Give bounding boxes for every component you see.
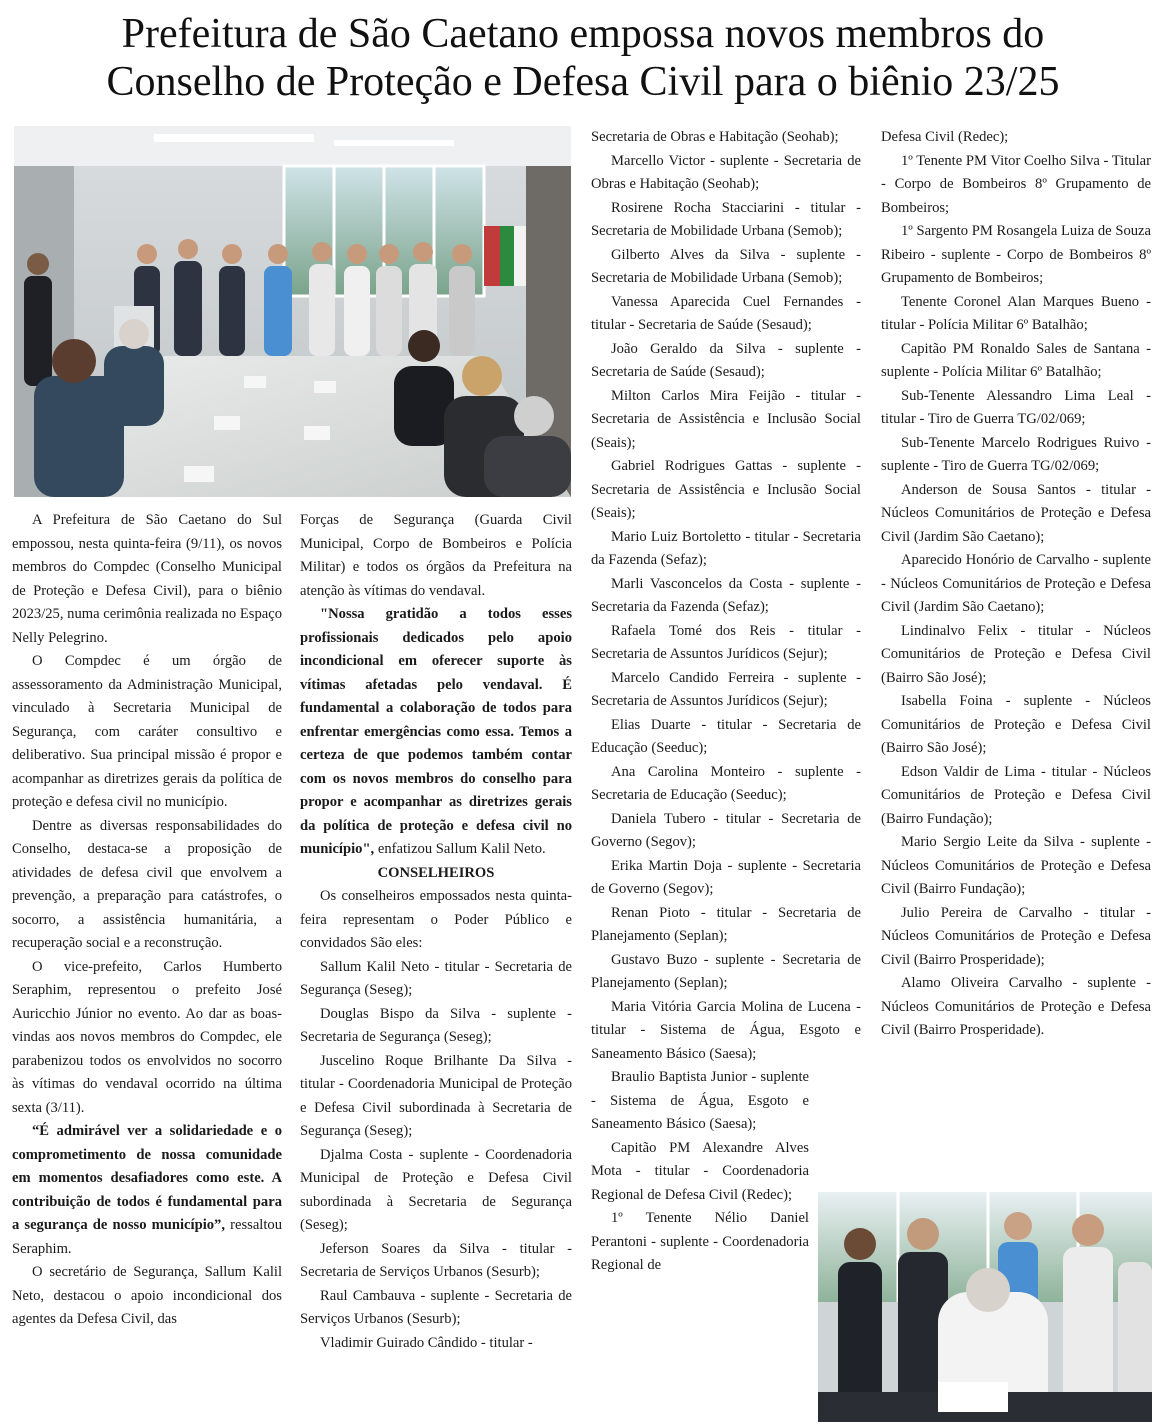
headline-line-1: Prefeitura de São Caetano empossa novos membros do [121,11,1045,57]
member-entry: Sallum Kalil Neto - titular - Secretaria de Segurança (Seseg); [300,958,572,998]
member-entry: Braulio Baptista Junior - suplente - Sistema de Água, Esgoto e Saneamento Básico (Saesa); [591,1069,809,1132]
member-entry: 1º Tenente PM Vitor Coelho Silva - Titular - Corpo de Bombeiros 8º Grupamento de Bombeiros; [881,152,1151,216]
signing-photo [818,1192,1152,1422]
member-entry: Douglas Bispo da Silva - suplente - Secretaria de Segurança (Seseg); [300,1005,572,1045]
seraphim-quote-attribution: ressaltou Seraphim. [12,1217,282,1257]
member-entry: Daniela Tubero - titular - Secretaria de Governo (Segov); [591,810,861,850]
member-entry: Maria Vitória Garcia Molina de Lucena - titular - Sistema de Água, Esgoto e Saneamento Básico (Saesa); [591,998,861,1062]
member-entry: Julio Pereira de Carvalho - titular - Núcleos Comunitários de Proteção e Defesa Civil (Bairro Prosperidade); [881,904,1151,968]
member-entry: Djalma Costa - suplente - Coordenadoria Municipal de Proteção e Defesa Civil subordinada à Secretaria de Segurança (Seseg); [300,1146,572,1233]
member-entry: Jeferson Soares da Silva - titular - Secretaria de Serviços Urbanos (Sesurb); [300,1240,572,1280]
compdec-paragraph: O Compdec é um órgão de assessoramento da Administração Municipal, vinculado à Secretaria Municipal de Segurança, com caráter consultivo e deliberativo. Sua principal missão é propor e acompanhar as diretrizes gerais da política de proteção e defesa civil no município. [12,653,282,810]
member-entry: Sub-Tenente Alessandro Lima Leal - titular - Tiro de Guerra TG/02/069; [881,387,1151,427]
member-entry: Alamo Oliveira Carvalho - suplente - Núcleos Comunitários de Proteção e Defesa Civil (Bairro Prosperidade). [881,975,1151,1038]
member-entry: Capitão PM Alexandre Alves Mota - titular - Coordenadoria Regional de Defesa Civil (Redec); [591,1139,809,1203]
seraphim-quote-text: “É admirável ver a solidariedade e o comprometimento de nossa comunidade em momentos desafiadores como este. A contribuição de todos é fundamental para a segurança de nosso município”, [12,1123,282,1233]
member-entry: Erika Martin Doja - suplente - Secretaria de Governo (Segov); [591,857,861,897]
member-entry-continued: Secretaria de Obras e Habitação (Seohab); [591,129,839,145]
member-entry: Rafaela Tomé dos Reis - titular - Secretaria de Assuntos Jurídicos (Sejur); [591,622,861,662]
sallum-quote [300,603,572,862]
member-entry: Marli Vasconcelos da Costa - suplente - Secretaria da Fazenda (Sefaz); [591,575,861,615]
ceremony-photo [14,126,571,497]
member-entry: Elias Duarte - titular - Secretaria de Educação (Seeduc); [591,716,861,756]
headline [10,10,1156,106]
article-column-2 [300,509,572,1355]
member-entry-continued: Defesa Civil (Redec); [881,129,1009,145]
article-column-4 [881,126,1151,1043]
intro-paragraph: A Prefeitura de São Caetano do Sul empossou, nesta quinta-feira (9/11), os novos membros do Compdec (Conselho Municipal de Proteção e Defesa Civil), para o biênio 2023/25, numa cerimônia realizada no Espaço Nelly Pelegrino. [12,512,282,646]
member-entry: Vanessa Aparecida Cuel Fernandes - titular - Secretaria de Saúde (Sesaud); [591,293,861,333]
member-entry: Marcello Victor - suplente - Secretaria de Obras e Habitação (Seohab); [591,152,861,192]
member-entry: Gilberto Alves da Silva - suplente - Secretaria de Mobilidade Urbana (Semob); [591,246,861,286]
seraphim-quote [12,1120,282,1261]
security-secretary-paragraph: O secretário de Segurança, Sallum Kalil Neto, destacou o apoio incondicional dos agentes da Defesa Civil, das [12,1264,282,1327]
member-entry: Capitão PM Ronaldo Sales de Santana - suplente - Polícia Militar 6º Batalhão; [881,340,1151,380]
member-entry: Mario Sergio Leite da Silva - suplente - Núcleos Comunitários de Proteção e Defesa Civil (Bairro Fundação); [881,834,1151,897]
member-entry: Rosirene Rocha Stacciarini - titular - Secretaria de Mobilidade Urbana (Semob); [591,199,861,239]
member-entry: Tenente Coronel Alan Marques Bueno - titular - Polícia Militar 6º Batalhão; [881,293,1151,333]
headline-line-2: Conselho de Proteção e Defesa Civil para o biênio 23/25 [106,59,1060,105]
sallum-quote-text: "Nossa gratidão a todos esses profissionais dedicados pelo apoio incondicional em oferecer suporte às vítimas afetadas pelo vendaval. É fundamental a colaboração de todos para enfrentar emergências como essa. Temos a certeza de que podemos também contar com os novos membros do conselho para propor e acompanhar as diretrizes gerais da política de proteção e defesa civil no município", [300,606,572,857]
member-entry: Edson Valdir de Lima - titular - Núcleos Comunitários de Proteção e Defesa Civil (Bairro Fundação); [881,763,1151,827]
article-column-3 [591,126,861,1278]
member-entry: Mario Luiz Bortoletto - titular - Secretaria da Fazenda (Sefaz); [591,528,861,568]
member-entry: Anderson de Sousa Santos - titular - Núcleos Comunitários de Proteção e Defesa Civil (Jardim São Caetano); [881,481,1151,545]
member-entry: Renan Pioto - titular - Secretaria de Planejamento (Seplan); [591,904,861,944]
responsibilities-paragraph: Dentre as diversas responsabilidades do Conselho, destaca-se a proposição de atividades de defesa civil que envolvem a prevenção, a preparação para catástrofes, o socorro, a assistência humanitária, a recuperação social e a reconstrução. [12,817,282,951]
member-entry: Ana Carolina Monteiro - suplente - Secretaria de Educação (Seeduc); [591,763,861,803]
member-entry: Isabella Foina - suplente - Núcleos Comunitários de Proteção e Defesa Civil (Bairro São José); [881,693,1151,756]
member-entry: 1º Tenente Nélio Daniel Perantoni - suplente - Coordenadoria Regional de [591,1210,809,1273]
article-column-1 [12,509,282,1332]
member-entry: Juscelino Roque Brilhante Da Silva - titular - Coordenadoria Municipal de Proteção e Defesa Civil subordinada à Secretaria de Segurança (Seseg); [300,1052,572,1139]
sallum-quote-attribution: enfatizou Sallum Kalil Neto. [374,841,546,857]
member-entry: Vladimir Guirado Cândido - titular - [320,1334,533,1351]
member-entry: 1º Sargento PM Rosangela Luiza de Souza Ribeiro - suplente - Corpo de Bombeiros 8º Grupamento de Bombeiros; [881,223,1151,286]
member-entry: Aparecido Honório de Carvalho - suplente - Núcleos Comunitários de Proteção e Defesa Civil (Jardim São Caetano); [881,552,1151,615]
member-entry: Gabriel Rodrigues Gattas - suplente - Secretaria de Assistência e Inclusão Social (Seais); [591,458,861,521]
member-entry: Sub-Tenente Marcelo Rodrigues Ruivo - suplente - Tiro de Guerra TG/02/069; [881,434,1151,474]
member-entry: Gustavo Buzo - suplente - Secretaria de Planejamento (Seplan); [591,951,861,991]
section-heading: CONSELHEIROS [377,864,495,881]
member-entry: Milton Carlos Mira Feijão - titular - Secretaria de Assistência e Inclusão Social (Seais); [591,387,861,451]
member-entry: Marcelo Candido Ferreira - suplente - Secretaria de Assuntos Jurídicos (Sejur); [591,669,861,709]
vice-mayor-paragraph: O vice-prefeito, Carlos Humberto Seraphim, representou o prefeito José Auricchio Júnior no evento. Ao dar as boas-vindas aos novos membros do Compdec, ele parabenizou todos os envolvidos no socorro às vítimas do vendaval ocorrido na última sexta (3/11). [12,958,282,1116]
forces-paragraph: Forças de Segurança (Guarda Civil Municipal, Corpo de Bombeiros e Polícia Militar) e todos os órgãos da Prefeitura na atenção às vítimas do vendaval. [300,512,572,599]
councilors-intro: Os conselheiros empossados nesta quinta-feira representam o Poder Público e convidados São eles: [300,888,572,951]
member-entry: João Geraldo da Silva - suplente - Secretaria de Saúde (Sesaud); [591,340,861,380]
member-entry: Lindinalvo Felix - titular - Núcleos Comunitários de Proteção e Defesa Civil (Bairro São José); [881,622,1151,686]
member-entry: Raul Cambauva - suplente - Secretaria de Serviços Urbanos (Sesurb); [300,1287,572,1327]
